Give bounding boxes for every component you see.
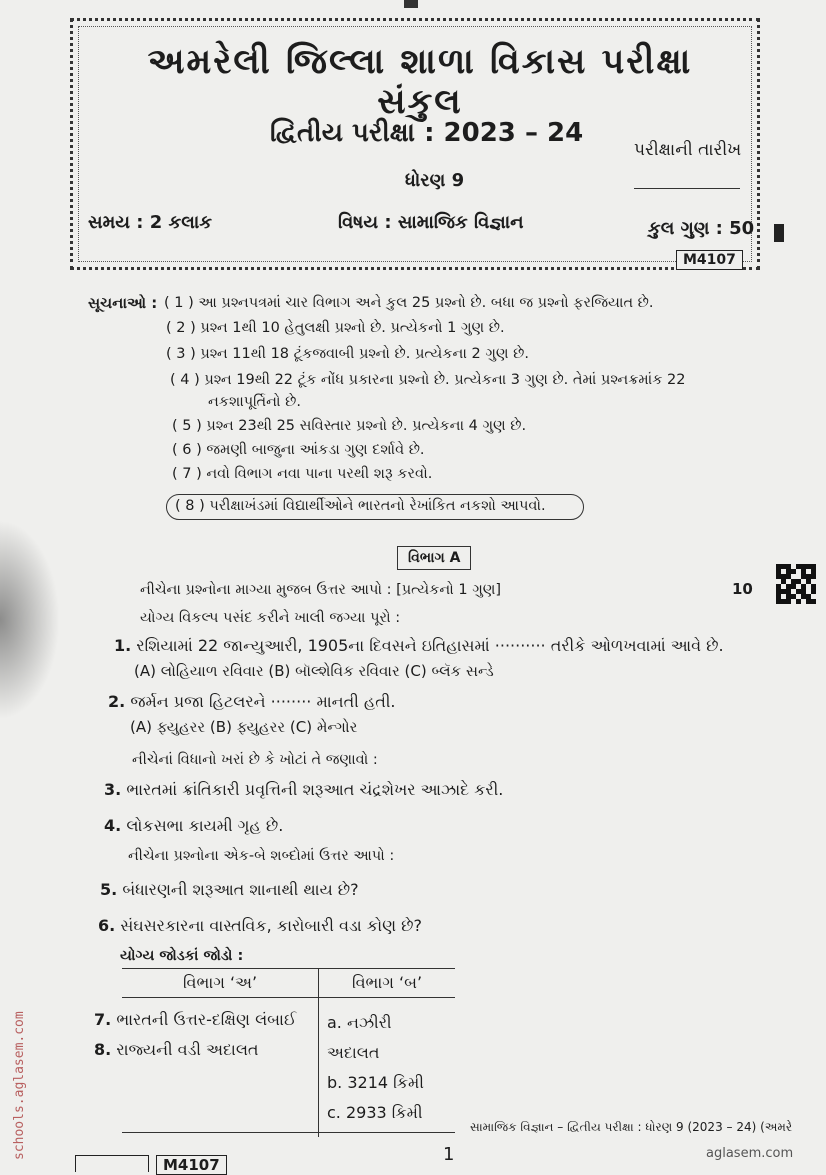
- match-option-b: b. 3214 કિમી: [327, 1073, 424, 1092]
- instruction-1: ( 1 ) આ પ્રશ્નપત્રમાં ચાર વિભાગ અને કુલ 25 પ્રશ્નો છે. બધા જ પ્રશ્નો ફરજિયાત છે.: [164, 295, 654, 311]
- exam-date-line: [634, 188, 740, 189]
- time-label: સમય : 2 કલાક: [88, 212, 212, 233]
- section-a-instruction: નીચેના પ્રશ્નોના માગ્યા મુજબ ઉત્તર આપો : [પ્રત્યેકનો 1 ગુણ]: [140, 582, 502, 598]
- instruction-4: ( 4 ) પ્રશ્ન 19થી 22 ટૂંક નોંધ પ્રકારના પ્રશ્નો છે. પ્રત્યેકના 3 ગુણ છે. તેમાં પ્રશ્નક્રમાંક 22: [170, 372, 686, 388]
- question-3-number: 3.: [104, 780, 122, 799]
- instruction-2: ( 2 ) પ્રશ્ન 1થી 10 હેતુલક્ષી પ્રશ્નો છે. પ્રત્યેકનો 1 ગુણ છે.: [166, 320, 505, 336]
- instructions-label: સૂચનાઓ :: [88, 294, 158, 312]
- instruction-3: ( 3 ) પ્રશ્ન 11થી 18 ટૂંકજવાબી પ્રશ્નો છે. પ્રત્યેકના 2 ગુણ છે.: [166, 346, 529, 362]
- match-item-8: [94, 1040, 310, 1060]
- question-8-text: રાજ્યની વડી અદાલત: [116, 1040, 259, 1059]
- footer-running-text: સામાજિક વિજ્ઞાન – દ્વિતીય પરીક્ષા : ધોરણ 9 (2023 – 24) (અમરે: [470, 1120, 793, 1134]
- match-instruction: યોગ્ય જોડકાં જોડો :: [120, 948, 244, 964]
- match-item-7: [94, 1010, 310, 1030]
- standard-label: ધોરણ 9: [405, 170, 465, 191]
- question-7-number: 7.: [94, 1010, 112, 1029]
- qr-code-icon: [776, 564, 816, 604]
- question-3: [104, 780, 503, 800]
- match-table: [94, 968, 455, 1137]
- exam-name: દ્વિતીય પરીક્ષા : 2023 – 24: [270, 118, 584, 148]
- subject-label: વિષય : સામાજિક વિજ્ઞાન: [338, 212, 524, 233]
- question-7-text: ભારતની ઉત્તર-દક્ષિણ લંબાઈ: [116, 1010, 297, 1029]
- question-2-text: જર્મન પ્રજા હિટલરને ········ માનતી હતી.: [130, 692, 396, 711]
- question-3-text: ભારતમાં ક્રાંતિકારી પ્રવૃત્તિની શરૂઆત ચંદ્રશેખર આઝાદે કરી.: [126, 780, 504, 799]
- question-5: [100, 880, 359, 900]
- footer-box-left: [75, 1155, 149, 1172]
- question-4: [104, 816, 283, 836]
- question-2-number: 2.: [108, 692, 126, 711]
- paper-code: M4107: [676, 250, 743, 270]
- match-right-column: [319, 998, 456, 1133]
- question-1: [114, 636, 724, 656]
- match-header-a: વિભાગ ‘અ’: [122, 969, 319, 998]
- page-tab-mark: [404, 0, 418, 8]
- question-2: [108, 692, 396, 712]
- question-8-number: 8.: [94, 1040, 112, 1059]
- exam-date-label: પરીક્ષાની તારીખ: [634, 140, 742, 160]
- fill-blank-instruction: યોગ્ય વિકલ્પ પસંદ કરીને ખાલી જગ્યા પૂરો :: [140, 610, 401, 626]
- one-word-instruction: નીચેના પ્રશ્નોના એક-બે શબ્દોમાં ઉત્તર આપો :: [128, 848, 395, 864]
- question-1-text: રશિયામાં 22 જાન્યુઆરી, 1905ના દિવસને ઇતિહાસમાં ·········· તરીકે ઓળખવામાં આવે છે.: [136, 636, 724, 655]
- question-4-number: 4.: [104, 816, 122, 835]
- question-1-number: 1.: [114, 636, 132, 655]
- question-6-number: 6.: [98, 916, 116, 935]
- instruction-8: ( 8 ) પરીક્ષાખંડમાં વિદ્યાર્થીઓને ભારતનો રેખાંકિત નકશો આપવો.: [166, 494, 584, 520]
- question-1-options: (A) લોહિયાળ રવિવાર (B) બૉલ્શેવિક રવિવાર (C) બ્લૅક સન્ડે: [134, 662, 494, 680]
- footer-paper-code: M4107: [156, 1155, 227, 1175]
- question-5-number: 5.: [100, 880, 118, 899]
- match-left-column: [94, 998, 319, 1133]
- instruction-4-cont: નકશાપૂર્તિનો છે.: [208, 394, 301, 410]
- side-mark: [774, 224, 784, 242]
- section-a-label: વિભાગ A: [397, 546, 471, 570]
- question-6: [98, 916, 422, 936]
- instruction-7: ( 7 ) નવો વિભાગ નવા પાના પરથી શરૂ કરવો.: [172, 466, 433, 482]
- match-header-b: વિભાગ ‘બ’: [351, 973, 423, 992]
- question-5-text: બંધારણની શરૂઆત શાનાથી થાય છે?: [122, 880, 359, 899]
- page-number: 1: [443, 1144, 455, 1165]
- match-option-a: a. નઝીરી અદાલત: [327, 1013, 392, 1062]
- question-2-options: (A) ફ્યુહરર (B) ફ્યુહરર (C) મેન્ગોર: [130, 718, 358, 736]
- site-watermark: aglasem.com: [706, 1146, 794, 1161]
- match-option-c: c. 2933 કિમી: [327, 1103, 423, 1122]
- total-marks-label: કુલ ગુણ : 50: [648, 218, 755, 239]
- side-watermark-text: schools.aglasem.com: [12, 1011, 27, 1160]
- exam-body-title: અમરેલી જિલ્લા શાળા વિકાસ પરીક્ષા સંકુલ: [147, 42, 693, 122]
- side-watermark: [8, 970, 28, 1160]
- question-4-text: લોકસભા કાયમી ગૃહ છે.: [126, 816, 284, 835]
- true-false-instruction: નીચેનાં વિધાનો ખરાં છે કે ખોટાં તે જણાવો :: [132, 752, 378, 768]
- instruction-5: ( 5 ) પ્રશ્ન 23થી 25 સવિસ્તાર પ્રશ્નો છે. પ્રત્યેકના 4 ગુણ છે.: [172, 418, 527, 434]
- question-6-text: સંઘસરકારના વાસ્તવિક, કારોબારી વડા કોણ છે?: [120, 916, 422, 935]
- instruction-6: ( 6 ) જમણી બાજુના આંકડા ગુણ દર્શાવે છે.: [172, 442, 425, 458]
- section-a-marks: 10: [732, 580, 753, 598]
- scan-shadow: [0, 520, 60, 720]
